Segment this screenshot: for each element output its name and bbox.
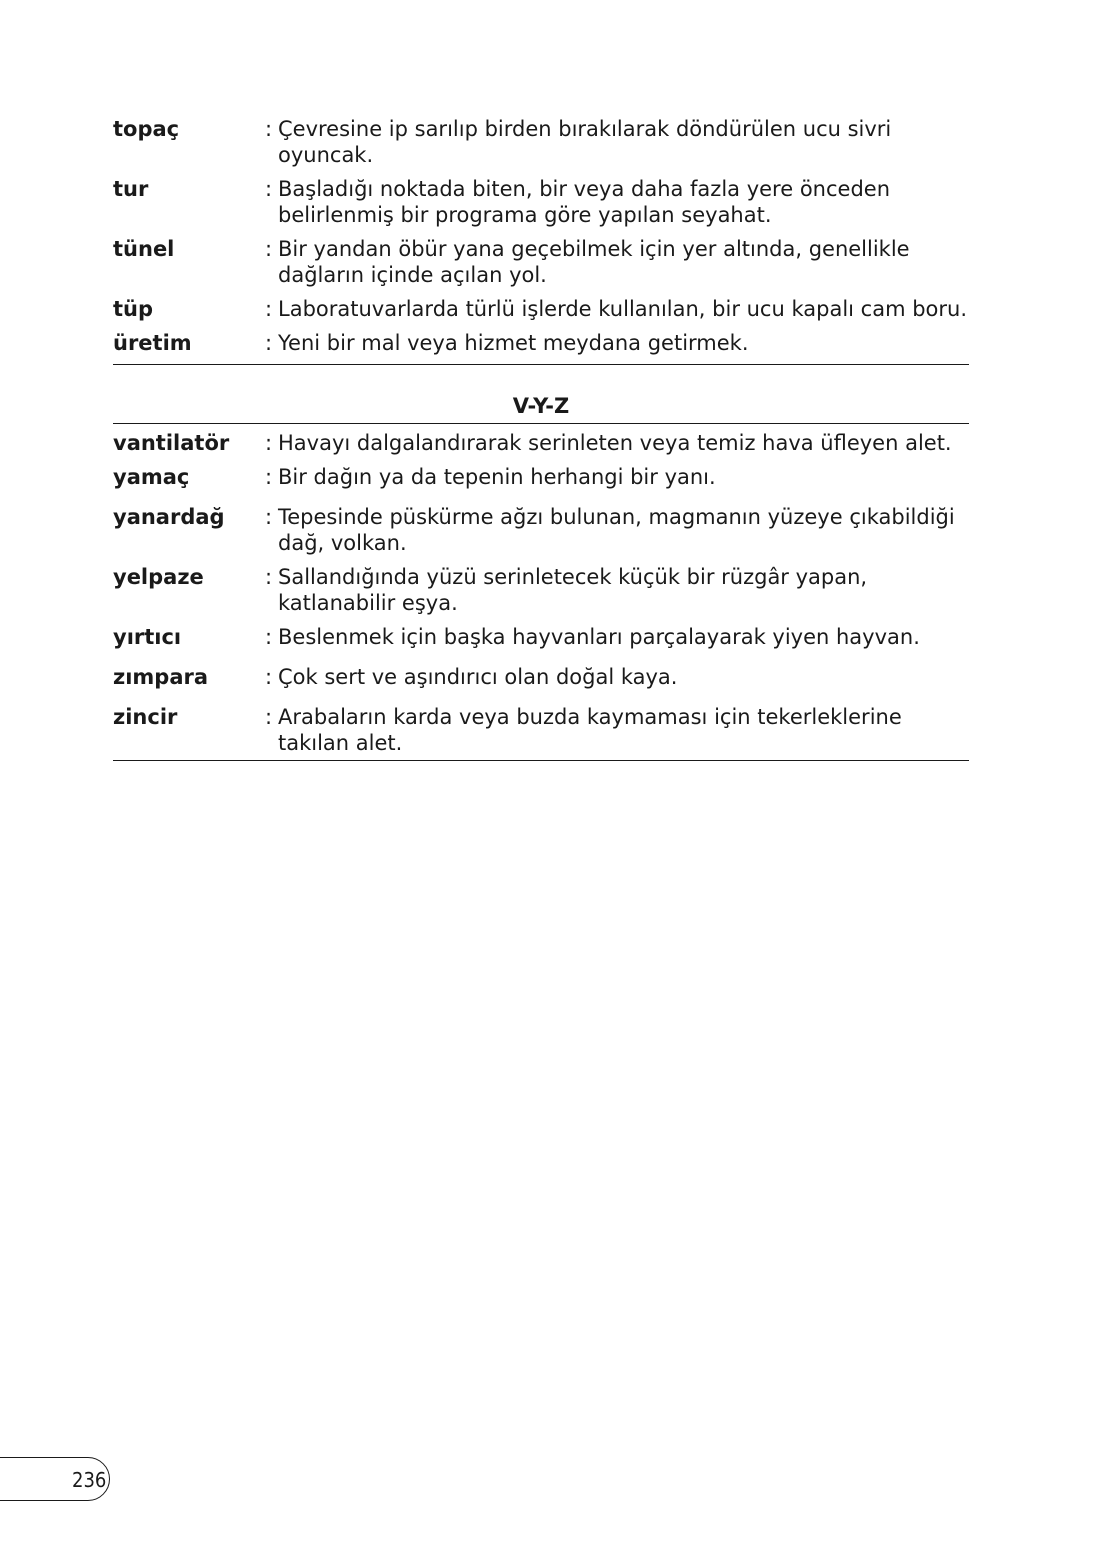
- entry-definition: Tepesinde püskürme ağzı bulunan, magmanın yüzeye çıkabildiği dağ, volkan.: [278, 505, 955, 555]
- section-divider: [113, 423, 969, 424]
- glossary: [113, 116, 969, 761]
- entry-definition: Bir yandan öbür yana geçebilmek için yer altında, genellikle dağların içinde açılan yol.: [278, 237, 910, 287]
- section-divider: [113, 760, 969, 761]
- glossary-entry: [113, 296, 969, 322]
- entry-term: yamaç: [113, 465, 190, 489]
- entry-term: tur: [113, 177, 149, 201]
- glossary-entry: [113, 430, 969, 456]
- section-divider: [113, 364, 969, 365]
- entry-definition: Sallandığında yüzü serinletecek küçük bir rüzgâr yapan, katlanabilir eşya.: [278, 565, 868, 615]
- entry-colon: :: [265, 505, 273, 529]
- page-number: 236: [72, 1468, 107, 1492]
- entry-definition: Çok sert ve aşındırıcı olan doğal kaya.: [278, 665, 678, 689]
- glossary-entry: [113, 704, 969, 756]
- entry-definition: Başladığı noktada biten, bir veya daha fazla yere önceden belirlenmiş bir programa göre yapılan seyahat.: [278, 177, 891, 227]
- entry-term: yanardağ: [113, 505, 225, 529]
- entry-definition: Çevresine ip sarılıp birden bırakılarak döndürülen ucu sivri oyuncak.: [278, 117, 892, 167]
- entry-colon: :: [265, 431, 273, 455]
- glossary-entry: [113, 236, 969, 288]
- entry-colon: :: [265, 297, 273, 321]
- entry-colon: :: [265, 665, 273, 689]
- entry-colon: :: [265, 625, 273, 649]
- glossary-entry: [113, 564, 969, 616]
- entry-term: tüp: [113, 297, 154, 321]
- entry-colon: :: [265, 705, 273, 729]
- entry-term: tünel: [113, 237, 175, 261]
- entry-term: topaç: [113, 117, 180, 141]
- glossary-entry: [113, 504, 969, 556]
- entry-definition: Beslenmek için başka hayvanları parçalayarak yiyen hayvan.: [278, 625, 920, 649]
- entry-colon: :: [265, 177, 273, 201]
- entry-definition: Laboratuvarlarda türlü işlerde kullanılan, bir ucu kapalı cam boru.: [278, 297, 968, 321]
- entry-definition: Arabaların karda veya buzda kaymaması için tekerleklerine takılan alet.: [278, 705, 902, 755]
- entry-term: zımpara: [113, 665, 209, 689]
- glossary-entry: [113, 116, 969, 168]
- entry-definition: Bir dağın ya da tepenin herhangi bir yanı.: [278, 465, 716, 489]
- glossary-entry: [113, 176, 969, 228]
- entry-colon: :: [265, 331, 273, 355]
- entry-definition: Havayı dalgalandırarak serinleten veya temiz hava üfleyen alet.: [278, 431, 952, 455]
- glossary-entry: [113, 624, 969, 650]
- entry-colon: :: [265, 117, 273, 141]
- entry-colon: :: [265, 465, 273, 489]
- glossary-entry: [113, 330, 969, 356]
- entry-term: yırtıcı: [113, 625, 182, 649]
- entry-term: zincir: [113, 705, 178, 729]
- entry-term: vantilatör: [113, 431, 230, 455]
- entry-term: yelpaze: [113, 565, 204, 589]
- entry-term: üretim: [113, 331, 192, 355]
- section-heading: V-Y-Z: [512, 394, 570, 418]
- glossary-entry: [113, 464, 969, 490]
- entry-colon: :: [265, 237, 273, 261]
- glossary-entry: [113, 664, 969, 690]
- entry-colon: :: [265, 565, 273, 589]
- entry-definition: Yeni bir mal veya hizmet meydana getirmek.: [278, 331, 749, 355]
